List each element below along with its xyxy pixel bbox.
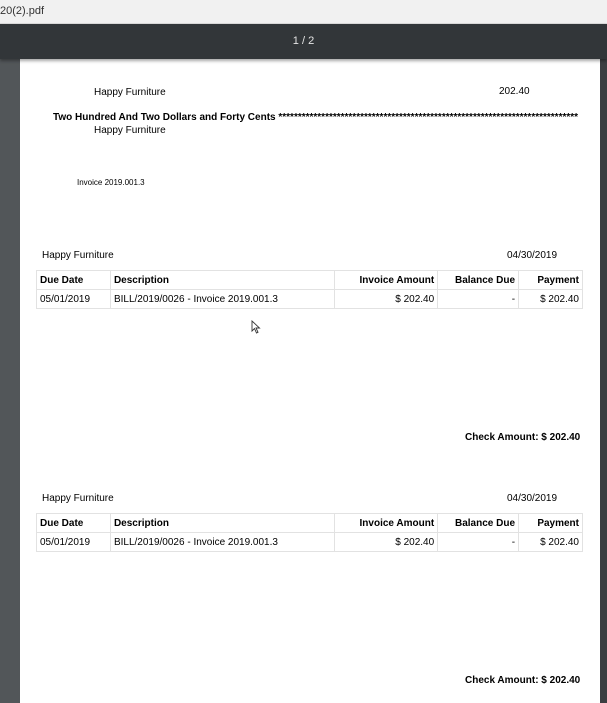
header-due-date: Due Date: [37, 271, 111, 290]
check-memo: Invoice 2019.001.3: [77, 178, 145, 187]
stub-1-vendor: Happy Furniture: [42, 250, 114, 261]
table-header-row: [37, 514, 583, 533]
header-invoice-amount: Invoice Amount: [335, 514, 438, 533]
vertical-scrollbar[interactable]: [600, 59, 607, 703]
table-header-row: [37, 271, 583, 290]
header-payment: Payment: [519, 271, 583, 290]
cell-balance-due: -: [438, 290, 519, 309]
stub-2-table: [36, 513, 583, 552]
header-description: Description: [110, 514, 334, 533]
check-amount-figure: 202.40: [499, 86, 530, 97]
mouse-pointer-icon: [251, 320, 261, 334]
header-balance-due: Balance Due: [438, 271, 519, 290]
stub-1-date: 04/30/2019: [507, 250, 558, 261]
pdf-toolbar: [0, 24, 607, 59]
file-name: 20(2).pdf: [0, 5, 45, 17]
stub-1-check-amount: Check Amount: $ 202.40: [465, 432, 581, 443]
cell-payment: $ 202.40: [519, 533, 583, 552]
window-titlebar: [0, 0, 607, 24]
table-row: [37, 290, 583, 309]
cell-description: BILL/2019/0026 - Invoice 2019.001.3: [110, 290, 334, 309]
cell-due-date: 05/01/2019: [37, 290, 111, 309]
pdf-page: [20, 59, 600, 703]
cell-due-date: 05/01/2019: [37, 533, 111, 552]
check-address-name: Happy Furniture: [94, 125, 166, 136]
stub-2-check-amount: Check Amount: $ 202.40: [465, 675, 581, 686]
header-due-date: Due Date: [37, 514, 111, 533]
cell-payment: $ 202.40: [519, 290, 583, 309]
stub-2-vendor: Happy Furniture: [42, 493, 114, 504]
check-payee: Happy Furniture: [94, 87, 166, 98]
cell-balance-due: -: [438, 533, 519, 552]
cell-description: BILL/2019/0026 - Invoice 2019.001.3: [110, 533, 334, 552]
header-description: Description: [110, 271, 334, 290]
stub-2-date: 04/30/2019: [507, 493, 558, 504]
stub-1-table: [36, 270, 583, 309]
table-row: [37, 533, 583, 552]
header-payment: Payment: [519, 514, 583, 533]
header-invoice-amount: Invoice Amount: [335, 271, 438, 290]
header-balance-due: Balance Due: [438, 514, 519, 533]
cell-invoice-amount: $ 202.40: [335, 533, 438, 552]
check-amount-words: Two Hundred And Two Dollars and Forty Cents *****************************************************************************: [53, 112, 579, 123]
cell-invoice-amount: $ 202.40: [335, 290, 438, 309]
page-indicator: 1 / 2: [292, 35, 315, 47]
